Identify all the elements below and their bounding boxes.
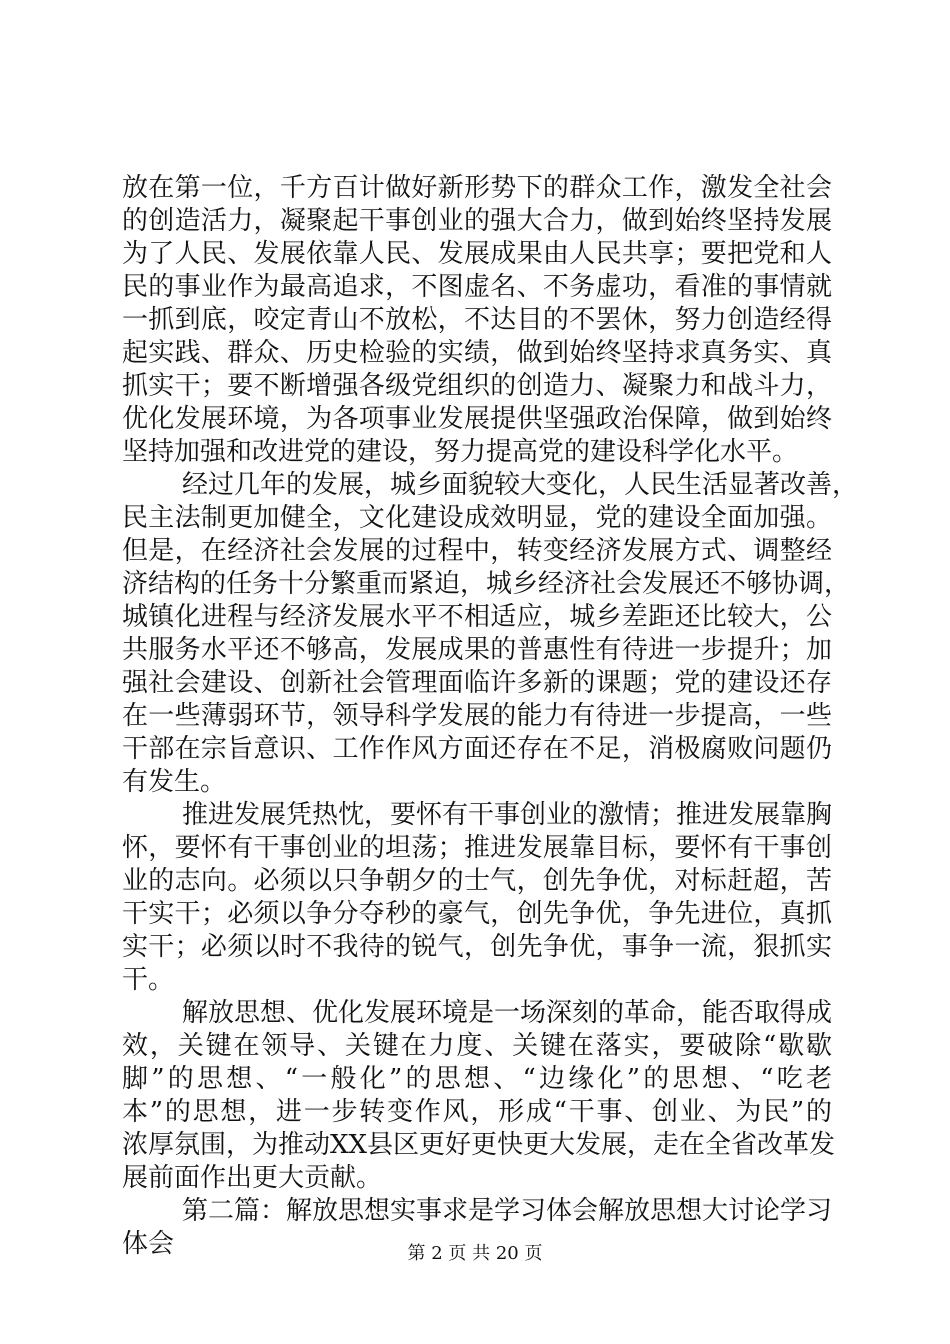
text-line: 一抓到底，咬定青山不放松，不达目的不罢休，努力创造经得 xyxy=(122,305,832,335)
text-line: 脚”的思想、“一般化”的思想、“边缘化”的思想、“吃老 xyxy=(122,1064,832,1094)
text-line: 坚持加强和改进党的建设，努力提高党的建设科学化水平。 xyxy=(122,437,799,467)
page-footer: 第 2 页 共 20 页 xyxy=(407,1243,543,1264)
text-line: 效，关键在领导、关键在力度、关键在落实，要破除“歇歇 xyxy=(122,1031,832,1061)
text-line: 展前面作出更大贡献。 xyxy=(122,1163,383,1193)
paragraph xyxy=(122,469,859,799)
text-line: 共服务水平还不够高，发展成果的普惠性有待进一步提升；加 xyxy=(122,635,832,665)
text-line: 怀，要怀有干事创业的坦荡；推进发展靠目标，要怀有干事创 xyxy=(122,833,832,863)
text-line: 本”的思想，进一步转变作风，形成“干事、创业、为民”的 xyxy=(122,1097,832,1127)
document-body xyxy=(122,172,859,1261)
text-line: 为了人民、发展依靠人民、发展成果由人民共享；要把党和人 xyxy=(122,239,832,269)
text-line: 体会 xyxy=(122,1229,175,1259)
text-line: 城镇化进程与经济发展水平不相适应，城乡差距还比较大，公 xyxy=(122,602,832,632)
text-line: 业的志向。必须以只争朝夕的士气，创先争优，对标赶超，苦 xyxy=(122,866,832,896)
text-line: 起实践、群众、历史检验的实绩，做到始终坚持求真务实、真 xyxy=(122,338,832,368)
paragraph xyxy=(122,799,832,997)
text-line: 济结构的任务十分繁重而紧迫，城乡经济社会发展还不够协调， xyxy=(122,569,851,599)
text-line: 强社会建设、创新社会管理面临许多新的课题；党的建设还存 xyxy=(122,668,832,698)
text-line: 放在第一位，千方百计做好新形势下的群众工作，激发全社会 xyxy=(122,173,832,203)
paragraph xyxy=(122,172,832,469)
text-line: 抓实干；要不断增强各级党组织的创造力、凝聚力和战斗力， xyxy=(122,371,832,401)
text-line: 浓厚氛围，为推动XX县区更好更快更大发展，走在全省改革发 xyxy=(122,1130,836,1160)
text-line: 在一些薄弱环节，领导科学发展的能力有待进一步提高，一些 xyxy=(122,701,832,731)
text-line: 民主法制更加健全，文化建设成效明显，党的建设全面加强。 xyxy=(122,503,832,533)
paragraph xyxy=(122,997,836,1195)
text-line: 但是，在经济社会发展的过程中，转变经济发展方式、调整经 xyxy=(122,536,832,566)
text-line: 推进发展凭热忱，要怀有干事创业的激情；推进发展靠胸 xyxy=(182,800,833,830)
text-line: 解放思想、优化发展环境是一场深刻的革命，能否取得成 xyxy=(182,998,833,1028)
text-line: 干实干；必须以争分夺秒的豪气，创先争优，争先进位，真抓 xyxy=(122,899,832,929)
text-line: 的创造活力，凝聚起干事创业的强大合力，做到始终坚持发展 xyxy=(122,206,832,236)
text-line: 干。 xyxy=(122,965,175,995)
text-line: 干部在宗旨意识、工作作风方面还存在不足，消极腐败问题仍 xyxy=(122,734,832,764)
text-line: 实干；必须以时不我待的锐气，创先争优，事争一流，狠抓实 xyxy=(122,932,832,962)
text-line: 民的事业作为最高追求，不图虚名、不务虚功，看准的事情就 xyxy=(122,272,832,302)
text-line: 经过几年的发展，城乡面貌较大变化，人民生活显著改善， xyxy=(182,470,859,500)
text-line: 有发生。 xyxy=(122,767,227,797)
text-line: 第二篇：解放思想实事求是学习体会解放思想大讨论学习 xyxy=(182,1196,833,1226)
text-line: 优化发展环境，为各项事业发展提供坚强政治保障，做到始终 xyxy=(122,404,832,434)
